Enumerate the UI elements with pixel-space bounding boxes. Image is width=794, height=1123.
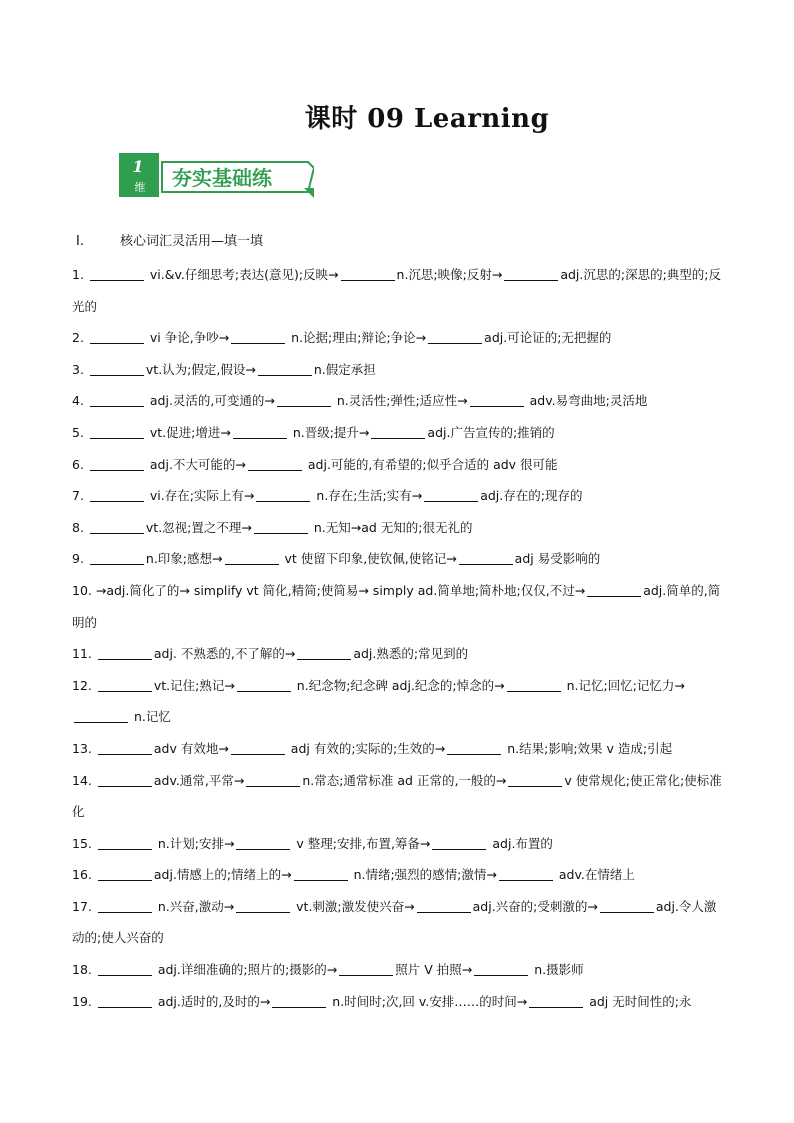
item-text: n.记忆;回忆;记忆力→ xyxy=(562,677,685,693)
item-text: n.情绪;强烈的感情;激情→ xyxy=(349,867,497,883)
item-text: 14. xyxy=(72,772,96,788)
item-text: 6. xyxy=(72,456,88,472)
answer-blank[interactable] xyxy=(474,961,528,976)
answer-blank[interactable] xyxy=(339,961,393,976)
item-text: adj 无时间性的;永 xyxy=(585,993,692,1009)
item-text: 11. xyxy=(72,646,96,662)
item-text: vt.促进;增进→ xyxy=(145,424,231,440)
vocab-item xyxy=(72,733,724,765)
answer-blank[interactable] xyxy=(90,392,144,407)
answer-blank[interactable] xyxy=(258,361,312,376)
vocab-item xyxy=(72,259,724,322)
item-text: adj. 不熟悉的,不了解的→ xyxy=(153,646,296,662)
answer-blank[interactable] xyxy=(254,519,308,534)
item-text: 18. xyxy=(72,962,96,978)
answer-blank[interactable] xyxy=(98,740,152,755)
item-text: adj.沉思的;深思的;典型的;反光的 xyxy=(72,267,722,314)
answer-blank[interactable] xyxy=(90,487,144,502)
answer-blank[interactable] xyxy=(499,866,553,881)
item-text: adj.不大可能的→ xyxy=(145,456,246,472)
banner-sub: 维 xyxy=(134,181,146,194)
answer-blank[interactable] xyxy=(470,392,524,407)
item-text: n.论据;理由;辩论;争论→ xyxy=(287,330,427,346)
page-title: 课时 09 Learning xyxy=(304,104,550,134)
item-text: vi.&v.仔细思考;表达(意见);反映→ xyxy=(145,267,339,282)
item-text: n.沉思;映像;反射→ xyxy=(396,267,503,282)
item-text: adj.可能的,有希望的;似乎合适的 adv 很可能 xyxy=(303,456,558,472)
item-text: adj.灵活的,可变通的→ xyxy=(145,393,275,409)
answer-blank[interactable] xyxy=(371,424,425,439)
item-text: vt.刺激;激发使兴奋→ xyxy=(292,898,415,914)
item-text: vt.忽视;置之不理→ xyxy=(145,519,252,535)
answer-blank[interactable] xyxy=(90,361,144,376)
item-text: v 整理;安排,布置,筹备→ xyxy=(292,835,431,851)
answer-blank[interactable] xyxy=(98,993,152,1008)
item-text: 15. xyxy=(72,835,96,851)
vocab-item xyxy=(72,859,724,891)
item-text: n.晋级;提升→ xyxy=(288,424,370,440)
banner-graphic xyxy=(118,152,314,200)
item-text: n.灵活性;弹性;适应性→ xyxy=(332,393,468,409)
answer-blank[interactable] xyxy=(231,329,285,344)
item-text: adj.熟悉的;常见到的 xyxy=(353,646,469,662)
answer-blank[interactable] xyxy=(90,266,144,281)
item-text: n.常态;通常标准 ad 正常的,一般的→ xyxy=(302,772,507,788)
answer-blank[interactable] xyxy=(508,772,562,787)
item-text: vi 争论,争吵→ xyxy=(145,330,230,346)
item-text: 9. xyxy=(72,551,88,567)
vocab-item xyxy=(72,986,724,1018)
answer-blank[interactable] xyxy=(225,550,279,565)
item-text: n.记忆 xyxy=(130,709,171,725)
vocab-item xyxy=(72,954,724,986)
item-text: adj.简单的,简明的 xyxy=(72,582,721,630)
vocab-item xyxy=(72,543,724,575)
item-text: adv.易弯曲地;灵活地 xyxy=(525,393,648,409)
item-text: n.印象;感想→ xyxy=(145,551,223,567)
section-heading xyxy=(76,230,263,249)
answer-blank[interactable] xyxy=(600,898,654,913)
item-text: 19. xyxy=(72,993,96,1009)
answer-blank[interactable] xyxy=(90,424,144,439)
item-text: adj.情感上的;情绪上的→ xyxy=(153,867,292,883)
answer-blank[interactable] xyxy=(277,392,331,407)
item-text: n.假定承担 xyxy=(313,361,376,377)
answer-blank[interactable] xyxy=(237,677,291,692)
item-text: 1. xyxy=(72,267,88,282)
item-text: vt 使留下印象,使钦佩,使铭记→ xyxy=(280,551,457,567)
vocab-item xyxy=(72,449,724,481)
answer-blank[interactable] xyxy=(248,456,302,471)
vocab-item xyxy=(72,354,724,386)
item-text: adj.可论证的;无把握的 xyxy=(484,330,612,346)
answer-blank[interactable] xyxy=(98,835,152,850)
answer-blank[interactable] xyxy=(98,772,152,787)
item-text: adj.详细准确的;照片的;摄影的→ xyxy=(153,962,338,978)
answer-blank[interactable] xyxy=(98,866,152,881)
vocab-item xyxy=(72,765,724,828)
item-text: adj 易受影响的 xyxy=(514,551,601,567)
item-text: adj.令人激动的;使人兴奋的 xyxy=(72,898,717,946)
answer-blank[interactable] xyxy=(236,835,290,850)
vocab-item xyxy=(72,828,724,860)
answer-blank[interactable] xyxy=(341,266,395,281)
section-title: 核心词汇灵活用—填一填 xyxy=(120,234,264,249)
item-text: adv.通常,平常→ xyxy=(153,772,245,788)
answer-blank[interactable] xyxy=(233,424,287,439)
answer-blank[interactable] xyxy=(529,993,583,1008)
answer-blank[interactable] xyxy=(98,645,152,660)
answer-blank[interactable] xyxy=(236,898,290,913)
answer-blank[interactable] xyxy=(98,961,152,976)
item-text: 7. xyxy=(72,488,88,504)
vocab-item xyxy=(72,417,724,449)
item-text: 3. xyxy=(72,361,88,377)
section-number: I. xyxy=(76,234,84,249)
vocab-item xyxy=(72,512,724,544)
answer-blank[interactable] xyxy=(272,993,326,1008)
banner-label: 夯实基础练 xyxy=(172,166,272,190)
item-text: 13. xyxy=(72,740,96,756)
item-text: adj.广告宣传的;推销的 xyxy=(427,424,555,440)
vocab-item xyxy=(72,480,724,512)
answer-blank[interactable] xyxy=(297,645,351,660)
item-text: n.纪念物;纪念碑 adj.纪念的;悼念的→ xyxy=(292,677,505,693)
vocab-item xyxy=(72,322,724,354)
answer-blank[interactable] xyxy=(90,519,144,534)
answer-blank[interactable] xyxy=(447,740,501,755)
answer-blank[interactable] xyxy=(428,329,482,344)
item-text: n.兴奋,激动→ xyxy=(153,898,235,914)
answer-blank[interactable] xyxy=(417,898,471,913)
item-text: adj.布置的 xyxy=(488,835,553,851)
answer-blank[interactable] xyxy=(504,266,558,281)
answer-blank[interactable] xyxy=(98,677,152,692)
answer-blank[interactable] xyxy=(507,677,561,692)
item-text: 8. xyxy=(72,519,88,535)
answer-blank[interactable] xyxy=(294,866,348,881)
answer-blank[interactable] xyxy=(231,740,285,755)
item-text: n.无知→ad 无知的;很无礼的 xyxy=(309,519,473,535)
item-text: vi.存在;实际上有→ xyxy=(145,488,255,504)
item-text: 17. xyxy=(72,898,96,914)
vocab-item xyxy=(72,575,724,638)
vocab-item xyxy=(72,385,724,417)
item-text: adj.适时的,及时的→ xyxy=(153,993,271,1009)
answer-blank[interactable] xyxy=(459,550,513,565)
item-text: 16. xyxy=(72,867,96,883)
vocabulary-list xyxy=(72,259,724,1017)
item-text: adj.兴奋的;受刺激的→ xyxy=(472,898,598,914)
item-text: adv.在情绪上 xyxy=(554,867,635,883)
vocab-item xyxy=(72,891,724,954)
answer-blank[interactable] xyxy=(246,772,300,787)
answer-blank[interactable] xyxy=(432,835,486,850)
answer-blank[interactable] xyxy=(424,487,478,502)
vocab-item xyxy=(72,670,724,733)
section-banner xyxy=(118,152,314,200)
item-text: 2. xyxy=(72,330,88,346)
vocab-item xyxy=(72,638,724,670)
item-text: 5. xyxy=(72,424,88,440)
item-text: adv 有效地→ xyxy=(153,740,229,756)
item-text: adj.存在的;现存的 xyxy=(480,488,583,504)
answer-blank[interactable] xyxy=(90,550,144,565)
item-text: 12. xyxy=(72,677,96,693)
item-text: n.存在;生活;实有→ xyxy=(312,488,423,504)
answer-blank[interactable] xyxy=(90,329,144,344)
item-text: 照片 V 拍照→ xyxy=(395,962,473,978)
item-text: vt.认为;假定,假设→ xyxy=(145,361,256,377)
item-text: n.结果;影响;效果 v 造成;引起 xyxy=(503,740,673,756)
item-text: n.时间时;次,回 v.安排……的时间→ xyxy=(328,993,528,1009)
item-text: n.摄影师 xyxy=(530,962,584,978)
answer-blank[interactable] xyxy=(74,708,128,723)
item-text: adj 有效的;实际的;生效的→ xyxy=(286,740,446,756)
answer-blank[interactable] xyxy=(90,456,144,471)
item-text: v 使常规化;使正常化;使标准化 xyxy=(72,772,722,820)
item-text: 10. →adj.简化了的→ simplify vt 简化,精简;使简易→ simply ad.简单地;简朴地;仅仅,不过→ xyxy=(72,582,586,598)
item-text: vt.记住;熟记→ xyxy=(153,677,235,693)
item-text: n.计划;安排→ xyxy=(153,835,235,851)
answer-blank[interactable] xyxy=(98,898,152,913)
item-text: 4. xyxy=(72,393,88,409)
answer-blank[interactable] xyxy=(256,487,310,502)
banner-number: 1 xyxy=(132,157,144,176)
answer-blank[interactable] xyxy=(587,582,641,597)
